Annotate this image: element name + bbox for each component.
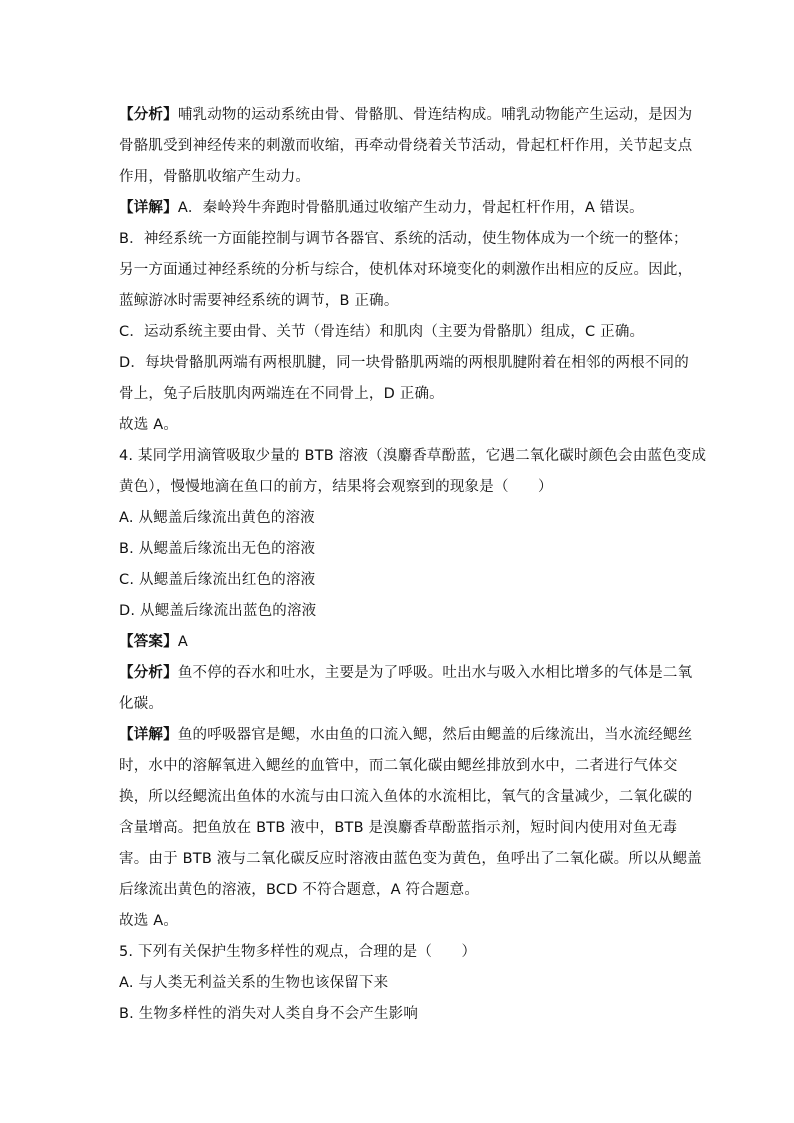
text-line: [119, 503, 679, 534]
text-line: [119, 193, 679, 224]
text-line: [119, 286, 679, 317]
line-text: 骨骼肌受到神经传来的刺激而收缩，再牵动骨绕着关节活动，骨起杠杆作用，关节起支点: [119, 138, 693, 154]
line-text: A. 与人类无利益关系的生物也该保留下来: [119, 975, 389, 991]
section-tag: 【分析】: [119, 107, 178, 123]
line-text: D．每块骨骼肌两端有两根肌腱，同一块骨骼肌两端的两根肌腱附着在相邻的两根不同的: [119, 355, 689, 371]
line-text: 作用，骨骼肌收缩产生动力。: [119, 169, 311, 185]
line-text: 换，所以经鳃流出鱼体的水流与由口流入鱼体的水流相比，氧气的含量减少，二氧化碳的: [119, 789, 693, 805]
line-text: 5. 下列有关保护生物多样性的观点，合理的是（ ）: [119, 944, 477, 960]
line-text: 哺乳动物的运动系统由骨、骨骼肌、骨连结构成。哺乳动物能产生运动，是因为: [177, 107, 693, 123]
line-text: 蓝鲸游冰时需要神经系统的调节，B 正确。: [119, 293, 399, 309]
line-text: C．运动系统主要由骨、关节（骨连结）和肌肉（主要为骨骼肌）组成，C 正确。: [119, 324, 645, 340]
text-line: [119, 317, 679, 348]
text-line: [119, 565, 679, 596]
section-tag: 【详解】: [119, 727, 178, 743]
line-text: 另一方面通过神经系统的分析与综合，使机体对环境变化的刺激作出相应的反应。因此，: [119, 262, 693, 278]
line-text: 黄色），慢慢地滴在鱼口的前方，结果将会观察到的现象是（ ）: [119, 479, 553, 495]
text-line: [119, 131, 693, 162]
text-line: [119, 379, 679, 410]
text-line: [119, 627, 679, 658]
text-line: [119, 162, 679, 193]
text-line: [119, 875, 679, 906]
section-tag: 【答案】: [119, 634, 178, 650]
line-text: A. 从鳃盖后缘流出黄色的溶液: [119, 510, 315, 526]
text-line: [119, 906, 679, 937]
text-line: [119, 999, 679, 1030]
line-text: 故选 A。: [119, 913, 179, 929]
line-text: B. 生物多样性的消失对人类自身不会产生影响: [119, 1006, 419, 1022]
line-text: 故选 A。: [119, 417, 179, 433]
section-tag: 【详解】: [119, 200, 178, 216]
line-text: 含量增高。把鱼放在 BTB 液中，BTB 是溴麝香草酚蓝指示剂，短时间内使用对鱼无毒: [119, 820, 678, 836]
line-text: B. 从鳃盖后缘流出无色的溶液: [119, 541, 316, 557]
text-line: [119, 348, 689, 379]
line-text: 后缘流出黄色的溶液，BCD 不符合题意，A 符合题意。: [119, 882, 480, 898]
line-text: 时，水中的溶解氧进入鳃丝的血管中，而二氧化碳由鳃丝排放到水中，二者进行气体交: [119, 758, 678, 774]
text-line: [119, 534, 679, 565]
line-text: 鱼的呼吸器官是鳃，水由鱼的口流入鳃，然后由鳃盖的后缘流出，当水流经鳃丝: [177, 727, 693, 743]
text-line: [119, 968, 679, 999]
section-tag: 【分析】: [119, 665, 178, 681]
line-text: 害。由于 BTB 液与二氧化碳反应时溶液由蓝色变为黄色，鱼呼出了二氧化碳。所以从鳃盖: [119, 851, 702, 867]
line-text: C. 从鳃盖后缘流出红色的溶液: [119, 572, 316, 588]
text-line: [119, 472, 679, 503]
text-line: [119, 689, 679, 720]
text-line: [119, 100, 693, 131]
text-line: [119, 844, 702, 875]
line-text: 4. 某同学用滴管吸取少量的 BTB 溶液（溴麝香草酚蓝，它遇二氧化碳时颜色会由蓝色变成: [119, 448, 707, 464]
line-text: 骨上，兔子后肢肌肉两端连在不同骨上，D 正确。: [119, 386, 444, 402]
line-text: A: [177, 634, 188, 650]
text-line: [119, 937, 679, 968]
text-line: [119, 224, 688, 255]
document-page: [119, 100, 707, 1030]
line-text: B．神经系统一方面能控制与调节各器官、系统的活动，使生物体成为一个统一的整体；: [119, 231, 688, 247]
text-line: [119, 596, 679, 627]
text-line: [119, 255, 693, 286]
line-text: D. 从鳃盖后缘流出蓝色的溶液: [119, 603, 317, 619]
text-line: [119, 751, 679, 782]
text-line: [119, 658, 693, 689]
text-line: [119, 441, 707, 472]
line-text: A．秦岭羚牛奔跑时骨骼肌通过收缩产生动力，骨起杠杆作用，A 错误。: [177, 200, 644, 216]
text-line: [119, 720, 693, 751]
text-line: [119, 782, 693, 813]
text-line: [119, 410, 679, 441]
line-text: 鱼不停的吞水和吐水，主要是为了呼吸。吐出水与吸入水相比增多的气体是二氧: [177, 665, 693, 681]
line-text: 化碳。: [119, 696, 164, 712]
text-line: [119, 813, 679, 844]
